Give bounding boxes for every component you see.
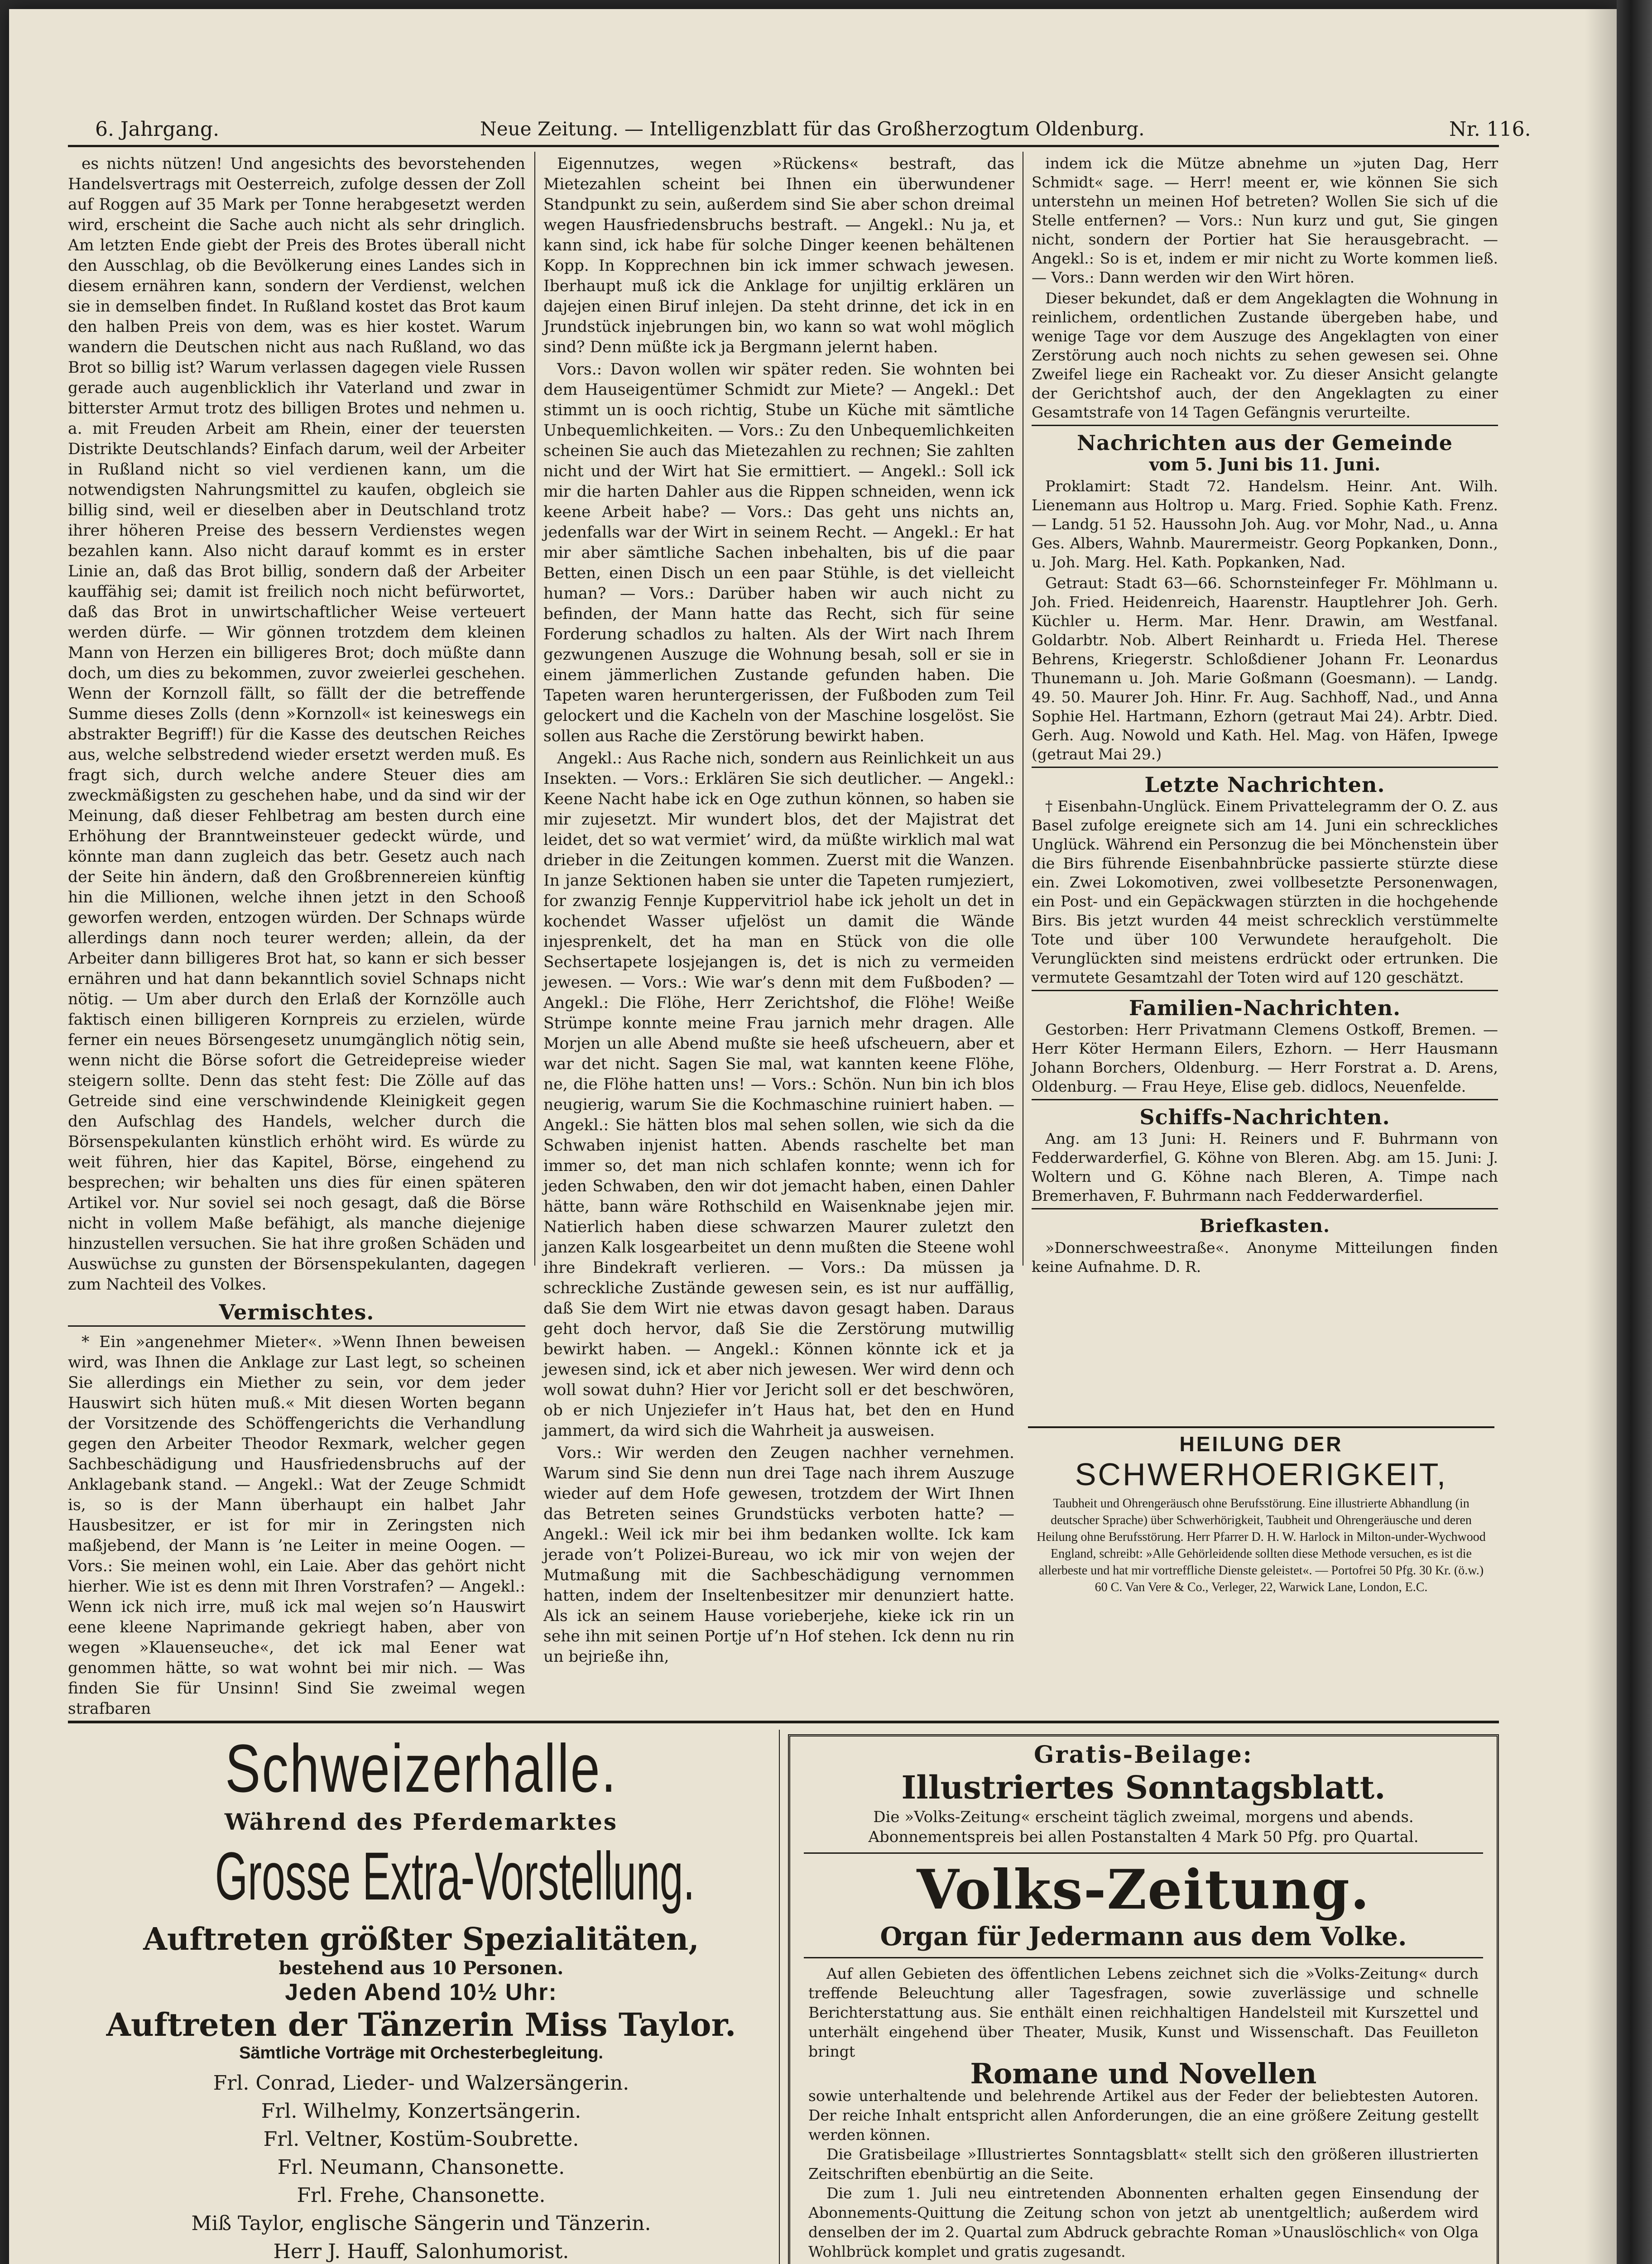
header-rule: [68, 145, 1499, 147]
ad-performer-list: [68, 2069, 774, 2264]
ad-paragraph: Die zum 1. Juli neu eintretenden Abonnenten erhalten gegen Einsendung der Abonnements-Quittung die Zeitung schon von jetzt ab unentgeltlich; außerdem wird denselben der im 2. Quartal zum Abdruck gebrachte Roman »Unauslöschlich« von Olga Wohlbrück komplet und gratis zugesandt.: [808, 2184, 1479, 2260]
section-title-vermischtes: Vermischtes.: [219, 1300, 375, 1324]
section-rule: [68, 1325, 525, 1329]
article-paragraph: Getraut: Stadt 63—66. Schornsteinfeger Fr. Möhlmann u. Joh. Fried. Heidenreich, Haarenstr. Hauptlehrer Joh. Gerh. Küchler u. Herm. Mar. Henr. Drawin, am Westfanal. Goldarbtr. Nob. Albert Reinhardt u. Frieda Hel. Therese Behrens, Kriegerstr. Schloßdiener Johann Fr. Leonardus Thunemann u. Joh. Marie Goßmann (Goesmann). — Landg. 49. 50. Maurer Joh. Hinr. Fr. Aug. Sachhoff, Nad., und Anna Sophie Hel. Hartmann, Ezhorn (getraut Mai 24). Arbtr. Died. Gerh. Aug. Nowold und Kath. Hel. Mag. von Häfen, Ipwege (getraut Mai 29.): [1032, 574, 1498, 763]
performer: Frl. Wilhelmy, Konzertsängerin.: [261, 2100, 581, 2123]
section-title-schiffs: Schiffs-Nachrichten.: [1139, 1105, 1390, 1129]
column-middle: [543, 154, 1014, 1666]
article-paragraph: Gestorben: Herr Privatmann Clemens Ostkoff, Bremen. — Herr Köter Hermann Eilers, Ezhorn. — Herr Hausmann Johann Borchers, Oldenburg. — Herr Forstrat a. D. Arens, Oldenburg. — Frau Heye, Elise geb. didlocs, Neuenfelde.: [1032, 1021, 1498, 1095]
article-paragraph: es nichts nützen! Und angesichts des bevorstehenden Handelsvertrags mit Oesterreich, zufolge dessen der Zoll auf Roggen auf 35 Mark per Tonne herabgesetzt werden wird, erscheint die Sache auch nicht als sehr dringlich. Am letzten Ende giebt der Preis des Brotes überall nicht den Ausschlag, ob die Bevölkerung eines Landes sich in diesem ernähren kann, sondern der Verdienst, welchen sie in demselben findet. In Rußland kostet das Brot kaum den halben Preis von dem, was es hier kostet. Warum wandern die Deutschen nicht aus nach Rußland, wo das Brot so billig ist? Warum verlassen dagegen viele Russen gerade auch augenblicklich ihr Vaterland und zwar in bitterster Armut trotz des billigen Brotes und nehmen u. a. mit Freuden Arbeit am Rhein, einer der teuersten Distrikte Deutschlands? Einfach darum, weil der Arbeiter in Rußland nicht so viel verdienen kann, um die notwendigsten Nahrungsmittel zu kaufen, obgleich sie billig sind, weil er dieselben aber in Deutschland trotz ihrer höheren Preise des bessern Verdienstes wegen bezahlen kann. Also nicht darauf kommt es in erster Linie an, daß das Brot billig, sondern daß der Arbeiter kauffähig sei; damit ist freilich noch nicht befürwortet, daß das Brot in unwirtschaftlicher Weise verteuert werden dürfe. — Wir gönnen trotzdem dem kleinen Mann von Herzen ein billigeres Brot; doch müßte dann doch, um dies zu bekommen, zuvor zweierlei geschehen. Wenn der Kornzoll fällt, so fällt der die betreffende Summe dieses Zolls (denn »Kornzoll« ist keineswegs ein abstrakter Begriff!) für die Kasse des deutschen Reiches aus, welche selbstredend wieder ersetzt werden muß. Es fragt sich, durch welche andere Steuer dies am zweckmäßigsten zu geschehen habe, und da sind wir der Meinung, daß dieser Fehlbetrag am besten durch eine Erhöhung der Branntweinsteuer gedeckt würde, und könnte man dann zugleich das betr. Gesetz auch nach der Seite hin ändern, daß den Großbrennereien künftig hin die Millionen, welche ihnen jetzt in den Schooß geworfen werden, entzogen würden. Der Schnaps würde allerdings dann noch teurer werden; allein, da der Arbeiter dann billigeres Brot hat, so kann er sich besser ernähren und hat dann bekanntlich soviel Schnaps nicht nötig. — Um aber durch den Erlaß der Kornzölle auch faktisch einen billigeren Kornpreis zu erzielen, würde ferner ein neues Börsengesetz unumgänglich nötig sein, wenn nicht die Börse sofort die Getreidepreise wieder steigern sollte. Denn das steht fest: Die Zölle auf das Getreide sind eine verschwindende Kleinigkeit gegen den Aufschlag des Handels, welcher durch die Börsenspekulanten künstlich erhöht wird. Es würde zu weit führen, hier das Kapitel, Börse, eingehend zu besprechen; wir behalten uns dies für einen späteren Artikel vor. Nur soviel sei noch gesagt, daß die Börse nicht in vollem Maße befähigt, als manche diejenige hinzustellen versuchen. Sie hat ihre großen Schäden und Auswüchse zu gunsten der Börsenspekulanten, dagegen zum Nachteil des Volkes.: [68, 155, 525, 1294]
ad-title: Schweizerhalle.: [225, 1730, 618, 1806]
section-subtitle-gemeinde: vom 5. Juni bis 11. Juni.: [1149, 454, 1381, 475]
article-paragraph: Angekl.: Aus Rache nich, sondern aus Reinlichkeit un aus Insekten. — Vors.: Erklären Sie sich deutlicher. — Angekl.: Keene Nacht habe ick en Oge zuthun können, so haben sie mir zujesetzt. Mir wundert blos, det der Majistrat det leidet, det so wat vermiet’ wird, da müßte wirklich mal wat drieber in die Zeitungen kommen. Zuerst mit die Wanzen. In janze Sektionen haben sie unter die Tapeten rumjeziert, for zwanzig Fennje Kuppervitriol habe ick jeholt un det in kochendet Wasser ufjelöst un damit die Wände injesprenkelt, det ha man en Stück von die olle Sechsertapete losjejangen is, det is nich zu vermeiden jewesen. — Vors.: Wie war’s denn mit dem Fußboden? — Angekl.: Die Flöhe, Herr Zerichtshof, die Flöhe! Weiße Strümpe konnte meine Frau jarnich mehr dragen. Alle Morjen un alle Abend mußte sie heeß ufscheuern, aber et war det nicht. Sagen Sie mal, wat kannten keene Flöhe, ne, die Flöhe hatten uns! — Vors.: Schön. Nun bin ich blos neugierig, warum Sie die Kochmaschine ruiniert haben. — Angekl.: Sie hätten blos mal sehen sollen, wie sich da die Schwaben injenist hatten. Abends raschelte bet man immer so, det man nich schlafen konnte; wenn ich for jeden Schwaben, den wir dot jemacht haben, einen Dahler hätte, bann wäre Rothschild en Waisenknabe jejen mir. Natierlich haben diese schwarzen Maurer zuletzt den janzen Kalk losgearbeitet un denn mußten die Steene wohl ihre Bindekraft verlieren. — Vors.: Da müssen ja schreckliche Zustände gewesen sein, es ist nur auffällig, daß Sie dem Wirt nie etwas davon gesagt haben. Daraus geht doch hervor, daß Sie die Zerstörung mutwillig bewirkt haben. — Angekl.: Können könnte ick et ja jewesen sind, ick et aber nich jewesen. Wer wird denn och woll sowat duhn? Hier vor Jericht soll er det beschwören, ob er nich Unjeziefer in’t Haus hat, bet den en Hund jammert, da wird sich die Wahrheit ja ausweisen.: [543, 749, 1014, 1440]
article-paragraph: »Donnerschweestraße«. Anonyme Mitteilungen finden keine Aufnahme. D. R.: [1032, 1239, 1498, 1276]
ad-taenzerin: Auftreten der Tänzerin Miss Taylor.: [106, 2006, 736, 2043]
section-title-familien: Familien-Nachrichten.: [1129, 996, 1401, 1020]
performer: Frl. Veltner, Kostüm-Soubrette.: [263, 2128, 579, 2151]
ad-schwerhoerigkeit: [1028, 1426, 1494, 1718]
section-rule: [1032, 425, 1498, 426]
ad-volkszeitung-title: Volks-Zeitung.: [917, 1858, 1370, 1922]
section-title-briefkasten: Briefkasten.: [1200, 1215, 1330, 1237]
article-paragraph: Vors.: Davon wollen wir später reden. Sie wohnten bei dem Hauseigentümer Schmidt zur Miete? — Angekl.: Det stimmt un is ooch richtig, Stube un Küche mit sämtliche Unbequemlichkeiten. — Vors.: Zu den Unbequemlichkeiten scheinen Sie auch das Mietezahlen zu rechnen; Sie zahlten nicht und der Wirt hat Sie ermittiert. — Angekl.: Soll ick mir die harten Dahler aus die Rippen schneiden, wenn ick keene Arbeit habe? — Vors.: Das geht uns nichts an, jedenfalls war der Wirt in seinem Recht. — Angekl.: Er hat mir aber sämtliche Sachen inbehalten, bis uf die paar Betten, einen Disch un een paar Stühle, is det vielleicht human? — Vors.: Darüber haben wir auch nicht zu befinden, der Mann hatte das Recht, sich für seine Forderung schadlos zu halten. Als der Wirt nach Ihrem gezwungenen Auszuge die Wohnung besah, soll er sie in einem jämmerlichen Zustande gefunden haben. Die Tapeten waren heruntergerissen, der Fußboden zum Teil gelockert und die Kacheln von der Maschine losgelöst. Sie sollen aus Rache die Zerstörung bewirkt haben.: [543, 360, 1014, 745]
ads-top-rule: [68, 1721, 1499, 1723]
ad-vortraege: Sämtliche Vorträge mit Orchesterbegleitung.: [239, 2043, 603, 2063]
column-divider: [534, 152, 535, 1266]
ad-spezialitaeten: Auftreten größter Spezialitäten,: [143, 1921, 699, 1957]
ad-romane: Romane und Novellen: [970, 2057, 1317, 2090]
ad-volks-body: [790, 1964, 1497, 2261]
masthead: Neue Zeitung. — Intelligenzblatt für das Großherzogtum Oldenburg.: [480, 118, 1145, 140]
performer: Frl. Neumann, Chansonette.: [277, 2156, 565, 2179]
issue-number: Nr. 116.: [1449, 118, 1531, 141]
ad-paragraph: Auf allen Gebieten des öffentlichen Lebens zeichnet sich die »Volks-Zeitung« durch treffende Beleuchtung aller Tagesfragen, sowie zuverlässige und schnelle Berichterstattung aus. Sie enthält einen reichhaltigen Handelsteil mit Kurszettel und unterhält eingehend über Theater, Musik, Kunst und Wissenschaft. Das Feuilleton bringt: [808, 1965, 1479, 2060]
section-title-gemeinde: Nachrichten aus der Gemeinde: [1076, 431, 1453, 455]
ads-divider: [779, 1730, 780, 2264]
section-rule: [1032, 1099, 1498, 1100]
book-binding: [1617, 0, 1652, 2264]
performer: Frl. Conrad, Lieder- und Walzersängerin.: [213, 2072, 629, 2095]
ad-schweizerhalle: [68, 1730, 774, 2264]
ad-personen: bestehend aus 10 Personen.: [279, 1957, 564, 1979]
column-left: [68, 154, 525, 1718]
ad-heilung-body: Taubheit und Ohrengeräusch ohne Berufsstörung. Eine illustrierte Abhandlung (in deutscher Sprache) über Schwerhörigkeit, Taubheit und Ohrengeräusche und deren Heilung ohne Berufsstörung. Herr Pfarrer D. H. W. Harlock in Milton-under-Wychwood England, schreibt: »Alle Gehörleidende sollten diese Methode versuchen, es ist die allerbeste und hat mir vortreffliche Dienste geleistet«. — Portofrei 50 Pfg. 30 Kr. (ö.w.) 60 C. Van Vere & Co., Verleger, 22, Warwick Lane, London, E.C.: [1037, 1497, 1486, 1594]
performer: Miß Taylor, englische Sängerin und Tänzerin.: [191, 2212, 651, 2235]
article-paragraph: † Eisenbahn-Unglück. Einem Privattelegramm der O. Z. aus Basel zufolge ereignete sich am 14. Juni ein schreckliches Unglück. Während ein Personzug die bei Mönchenstein über die Birs führende Eisenbahnbrücke passierte stürzte diese ein. Zwei Lokomotiven, zwei vollbesetzte Personenwagen, ein Post- und ein Gepäckwagen stürzten in die hochgehende Birs. Bis jetzt wurden 44 meist schrecklich verstümmelte Tote und über 100 Verwundete heraufgeholt. Die Verunglückten sind meistens erdrückt oder ertrunken. Die vermutete Gesamtzahl der Toten wird auf 120 geschätzt.: [1032, 797, 1498, 986]
article-paragraph: Eigennutzes, wegen »Rückens« bestraft, das Mietezahlen scheint bei Ihnen ein überwundener Standpunkt zu sein, außerdem sind Sie aber schon dreimal wegen Hausfriedensbruchs bestraft. — Angekl.: Nu ja, et kann sind, ick habe für solche Dinger keenen behältenen Kopp. In Kopprechnen bin ick immer schwach jewesen. Iberhaupt muß ick die Anklage for unjiltig erklären un dajejen einen Biruf inlejen. Da steht drinne, det ick in en Jrundstück injebrungen bin, wo kann so wat wohl möglich sind? Denn müßte ick ja Bergmann jelernt haben.: [543, 155, 1014, 356]
article-paragraph: Vors.: Wir werden den Zeugen nachher vernehmen. Warum sind Sie denn nun drei Tage nach ihrem Auszuge wieder auf dem Hofe gewesen, trotzdem der Wirt Ihnen das Betreten seines Grundstücks verboten hatte? — Angekl.: Weil ick mir bei ihm bedanken wollte. Ick kam jerade von’t Polizei-Bureau, wo ick mir von wejen der Mutmaßung mit die Sachbeschädigung vernommen hatten, indem der Inseltenbesitzer mir denunziert hatte. Als ick an seinem Hause vorieberjehe, kieke ick rin un sehe ihn mit seinen Portje uf’n Hof stehen. Ick denn nu rin un bejrieße ihn,: [543, 1444, 1014, 1666]
ad-rule: [804, 1852, 1483, 1854]
page-fold-shadow: [1585, 9, 1617, 2264]
volume-label: 6. Jahrgang.: [95, 118, 220, 141]
performer: Frl. Frehe, Chansonette.: [297, 2184, 546, 2207]
ad-intro: Die »Volks-Zeitung« erscheint täglich zweimal, morgens und abends. Abonnementspreis bei allen Postanstalten 4 Mark 50 Pfg. pro Quartal.: [868, 1808, 1419, 1846]
article-paragraph: * Ein »angenehmer Mieter«. »Wenn Ihnen beweisen wird, was Ihnen die Anklage zur Last legt, so scheinen Sie allerdings ein Miether zu sein, vor dem jeder Hauswirt sich hüten muß.« Mit diesen Worten begann der Vorsitzende des Schöffengerichts die Verhandlung gegen den Arbeiter Theodor Rexmark, welcher gegen Sachbeschädigung und Hausfriedensbruchs auf der Anklagebank stand. — Angekl.: Wat der Zeuge Schmidt is, so is der Mann überhaupt ein halbet Jahr Hausbesitzer, er ist for mir in Zeringsten nich maßjebend, der Mann is ’ne Leiter in meine Oogen. — Vors.: Sie meinen wohl, ein Laie. Aber das gehört nicht hierher. Wie ist es denn mit Ihren Vorstrafen? — Angekl.: Wenn ick nich irre, muß ick mal wejen so’n Hauswirt eene kleene Naprimande gekriegt haben, aber von wegen »Klauenseuche«, det ick mal Eener wat genommen hätte, so wat wohnt bei mir nich. — Was finden Sie für Unsinn! Sind Sie zweimal wegen strafbaren: [68, 1333, 525, 1718]
ad-volkszeitung-subtitle: Organ für Jedermann aus dem Volke.: [880, 1922, 1407, 1952]
ad-gratis: Gratis-Beilage:: [1033, 1741, 1253, 1769]
ad-paragraph: Die Gratisbeilage »Illustriertes Sonntagsblatt« stellt sich den größeren illustrierten Zeitschriften ebenbürtig an die Seite.: [808, 2145, 1479, 2182]
performer: Herr J. Hauff, Salonhumorist.: [273, 2240, 569, 2263]
ad-sonntagsblatt: Illustriertes Sonntagsblatt.: [901, 1769, 1386, 1806]
article-paragraph: Ang. am 13 Juni: H. Reiners und F. Buhrmann von Fedderwarderfiel, G. Köhne von Bleren. Abg. am 15. Juni: J. Woltern und G. Köhne nach Bleren, A. Timpe nach Bremerhaven, F. Buhrmann nach Fedderwarderfiel.: [1032, 1130, 1498, 1204]
column-right: [1032, 154, 1498, 1435]
section-rule: [1032, 990, 1498, 991]
section-rule: [1032, 767, 1498, 768]
ad-rule: [804, 1957, 1483, 1958]
ad-volkszeitung: [788, 1734, 1499, 2264]
section-rule: [1032, 1208, 1498, 1209]
ad-paragraph: sowie unterhaltende und belehrende Artikel aus der Feder der beliebtesten Autoren. Der reiche Inhalt entspricht allen Anforderungen, die an eine größere Zeitung gestellt werden können.: [808, 2087, 1479, 2144]
article-paragraph: Dieser bekundet, daß er dem Angeklagten die Wohnung in reinlichem, ordentlichen Zustande übergeben habe, und wenige Tage vor dem Auszuge des Angeklagten von einer Zerstörung auch noch nichts zu sehen gewesen sei. Ohne Zweifel liege ein Racheakt vor. Zu dieser Ansicht gelangte der Gerichtshof auch, der den Angeklagten zu einer Gesamtstrafe von 14 Tagen Gefängnis verurteilte.: [1032, 289, 1498, 421]
article-paragraph: Proklamirt: Stadt 72. Handelsm. Heinr. Ant. Wilh. Lienemann aus Holtrop u. Marg. Fried. Sophie Kath. Frenz. — Landg. 51 52. Haussohn Joh. Aug. vor Mohr, Nad., u. Anna Ges. Albers, Wahnb. Maurermeistr. Georg Popkanken, Donn., u. Joh. Marg. Hel. Kath. Popkanken, Nad.: [1032, 477, 1498, 571]
ad-heilung-headline: SCHWERHOERIGKEIT,: [1075, 1457, 1448, 1492]
article-paragraph: indem ick die Mütze abnehme un »juten Dag, Herr Schmidt« sage. — Herr! meent er, wie können Sie sich unterstehn un meinen Hof betreten? Wollen Sie sich uf die Stelle entfernen? — Vors.: Nun kurz und gut, Sie gingen nicht, sondern der Portier hat Sie herausgebracht. — Angekl.: So is et, indem er mir nicht zu Worte kommen ließ. — Vors.: Dann werden wir den Wirt hören.: [1032, 154, 1498, 286]
ad-subtitle: Während des Pferdemarktes: [224, 1808, 618, 1835]
section-title-letzte-nachrichten: Letzte Nachrichten.: [1144, 772, 1385, 797]
newspaper-page: [9, 9, 1617, 2264]
ad-abend: Jeden Abend 10½ Uhr:: [285, 1979, 557, 2005]
ad-headline: Grosse Extra-Vorstellung.: [215, 1838, 695, 1914]
ad-heilung-title: HEILUNG DER: [1179, 1432, 1343, 1456]
